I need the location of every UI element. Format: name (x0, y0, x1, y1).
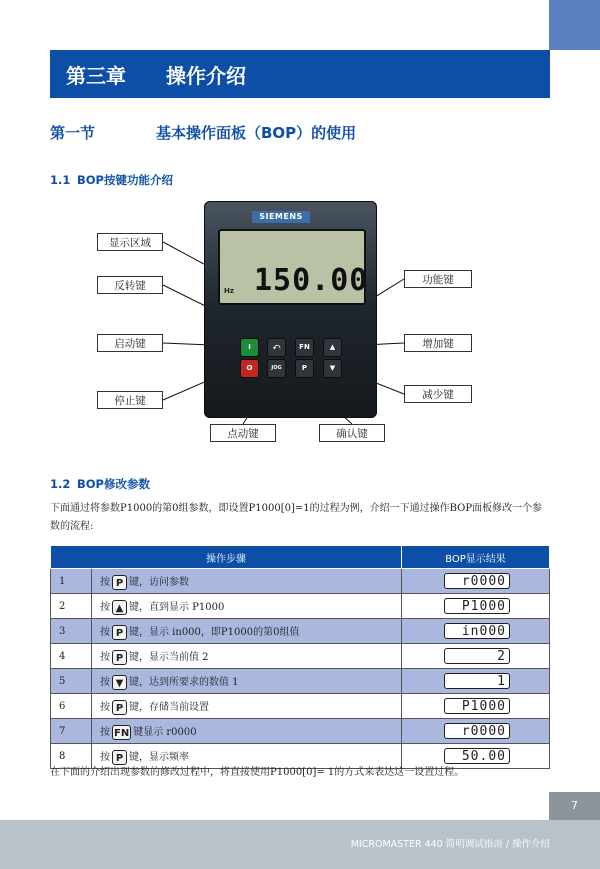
step-prefix: 按 (100, 651, 110, 663)
step-number: 4 (51, 644, 92, 669)
step-text: 键，存储当前设置 (129, 701, 209, 713)
callout-confirm-key: 确认键 (319, 424, 385, 442)
callout-display-area: 显示区域 (97, 233, 163, 251)
step-number: 1 (51, 569, 92, 594)
step-prefix: 按 (100, 601, 110, 613)
key-icon: P (112, 575, 127, 590)
table-row (51, 719, 550, 744)
subsection-2-title: BOP修改参数 (77, 477, 150, 491)
steps-table (50, 545, 550, 769)
chapter-title: 操作介绍 (166, 63, 246, 88)
table-row (51, 669, 550, 694)
step-description (92, 719, 402, 744)
table-row (51, 594, 550, 619)
key-icon: FN (112, 725, 131, 740)
lcd-reading: 150.00 (254, 263, 369, 298)
step-display-cell (402, 719, 550, 744)
step-prefix: 按 (100, 751, 110, 763)
step-number: 7 (51, 719, 92, 744)
step-prefix: 按 (100, 676, 110, 688)
siemens-logo: SIEMENS (252, 211, 310, 223)
step-number: 3 (51, 619, 92, 644)
step-text: 键，显示当前值 2 (129, 651, 209, 663)
up-key: ▲ (323, 338, 342, 357)
footer-text: MICROMASTER 440 简明调试指南 / 操作介绍 (350, 839, 550, 850)
bop-display-result: P1000 (444, 698, 510, 714)
subsection-1-title: BOP按键功能介绍 (77, 173, 173, 187)
stop-key: O (240, 359, 259, 378)
step-display-cell (402, 669, 550, 694)
bop-display-result: 1 (444, 673, 510, 689)
step-description (92, 644, 402, 669)
callout-increase-key: 增加键 (404, 334, 472, 352)
callout-reverse-key: 反转键 (97, 276, 163, 294)
key-icon: P (112, 700, 127, 715)
lcd-unit: Hz (224, 287, 234, 295)
key-icon: P (112, 650, 127, 665)
bop-display-result: 50.00 (444, 748, 510, 764)
step-number: 8 (51, 744, 92, 769)
bop-panel-image (204, 201, 377, 418)
p-key: P (295, 359, 314, 378)
step-description (92, 669, 402, 694)
step-display-cell (402, 619, 550, 644)
bop-display-result: r0000 (444, 573, 510, 589)
bop-display-result: 2 (444, 648, 510, 664)
table-row (51, 619, 550, 644)
subsection-2-heading (50, 476, 150, 492)
step-prefix: 按 (100, 576, 110, 588)
step-number: 6 (51, 694, 92, 719)
step-display-cell (402, 594, 550, 619)
section-number: 第一节 (50, 124, 96, 142)
table-row (51, 694, 550, 719)
step-prefix: 按 (100, 626, 110, 638)
step-number: 2 (51, 594, 92, 619)
step-number: 5 (51, 669, 92, 694)
subsection-2-number: 1.2 (50, 477, 71, 491)
step-text: 键显示 r0000 (133, 726, 197, 738)
jog-key: JOG (267, 359, 286, 378)
key-icon: ▼ (112, 675, 127, 690)
key-icon: ▲ (112, 600, 127, 615)
callout-function-key: 功能键 (404, 270, 472, 288)
table-row (51, 569, 550, 594)
step-text: 键，访问参数 (129, 576, 189, 588)
bop-lcd-display (218, 229, 369, 305)
key-icon: P (112, 625, 127, 640)
step-display-cell (402, 644, 550, 669)
bop-display-result: in000 (444, 623, 510, 639)
step-text: 键，显示频率 (129, 751, 189, 763)
intro-paragraph: 下面通过将参数P1000的第0组参数，即设置P1000[0]=1的过程为例，介绍一下通过操作BOP面板修改一个参数的流程: (50, 503, 543, 532)
table-row (51, 644, 550, 669)
bop-display-result: P1000 (444, 598, 510, 614)
callout-jog-key: 点动键 (210, 424, 276, 442)
callout-start-key: 启动键 (97, 334, 163, 352)
step-prefix: 按 (100, 701, 110, 713)
outro-paragraph: 在下面的介绍出现参数的修改过程中，将直接使用P1000[0]= 1的方式来表达这一设置过程。 (50, 767, 465, 778)
callout-decrease-key: 减少键 (404, 385, 472, 403)
step-display-cell (402, 694, 550, 719)
header-display: BOP显示结果 (402, 546, 550, 569)
table-header-row (51, 546, 550, 569)
step-description (92, 569, 402, 594)
step-text: 键，直到显示 P1000 (129, 601, 225, 613)
bop-display-result: r0000 (444, 723, 510, 739)
step-text: 键，显示 in000，即P1000的第0组值 (129, 626, 300, 638)
step-description (92, 694, 402, 719)
step-description (92, 619, 402, 644)
step-description (92, 594, 402, 619)
down-key: ▼ (323, 359, 342, 378)
run-key: I (240, 338, 259, 357)
step-display-cell (402, 569, 550, 594)
header-steps: 操作步骤 (51, 546, 402, 569)
page-number: 7 (549, 792, 600, 820)
subsection-1-number: 1.1 (50, 173, 71, 187)
fn-key: FN (295, 338, 314, 357)
chapter-number: 第三章 (66, 63, 126, 88)
key-icon: P (112, 750, 127, 765)
step-prefix: 按 (100, 726, 110, 738)
step-text: 键，达到所要求的数值 1 (129, 676, 239, 688)
section-title: 基本操作面板（BOP）的使用 (156, 124, 357, 142)
reverse-key: ⤺ (267, 338, 286, 357)
callout-stop-key: 停止键 (97, 391, 163, 409)
